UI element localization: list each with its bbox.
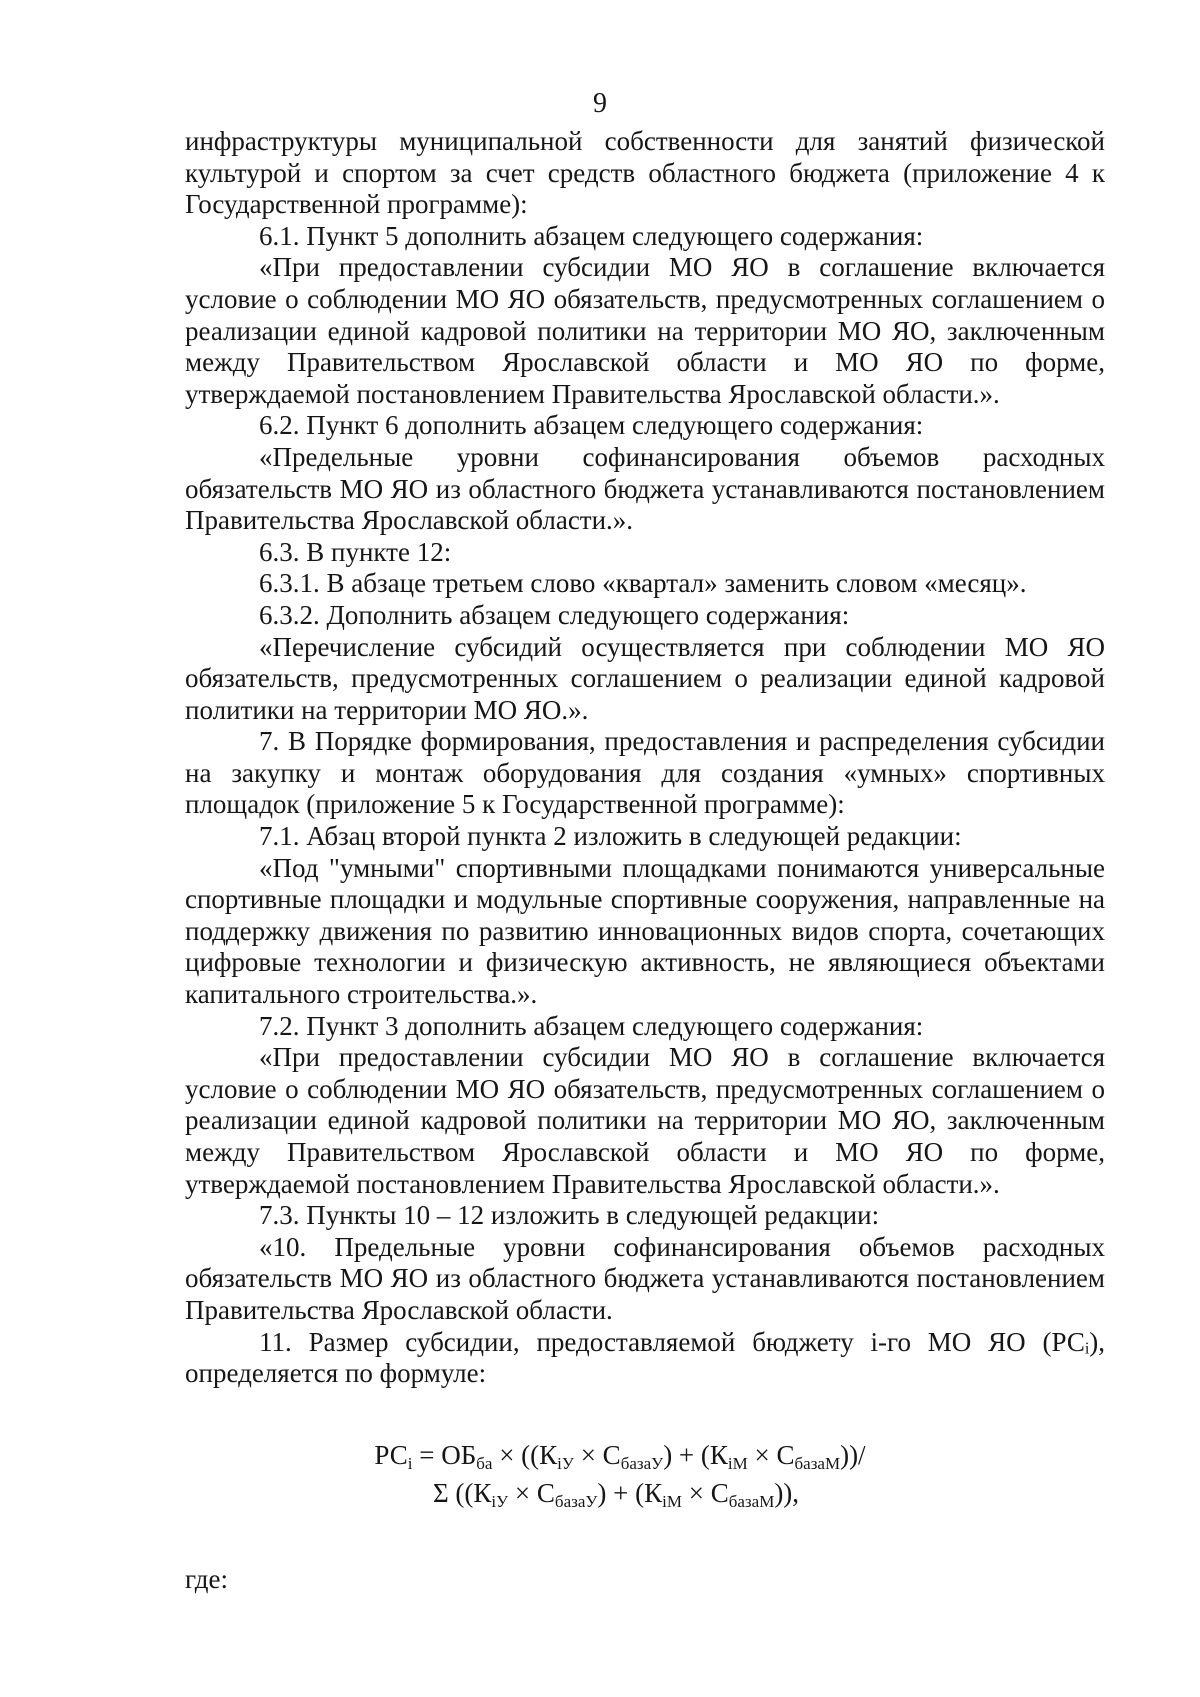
where-label: где: [185, 1564, 228, 1594]
paragraph: 7.1. Абзац второй пункта 2 изложить в следующей редакции: [259, 821, 962, 852]
formula-line-2: Σ $((К_{iУ} \times С_{базаУ}) + (К_{iМ} \times С_{базаМ}))$, [432, 1478, 800, 1511]
paragraph: «При предоставлении субсидии МО ЯО в соглашение включается условие о соблюдении МО ЯО обязательств, предусмотренных соглашением о реализации единой кадровой политики на территории МО ЯО, заключенным между Правительством Ярославской области и МО ЯО по форме, утверждаемой постановлением Правительства Ярославской области.». [185, 1042, 1105, 1199]
document-body [185, 126, 1105, 1390]
paragraph: 6.3.2. Дополнить абзацем следующего содержания: [259, 599, 850, 630]
paragraph: 7. В Порядке формирования, предоставления и распределения субсидии на закупку и монтаж оборудования для создания «умных» спортивных площадок (приложение 5 к Государственной программе): [185, 726, 1105, 820]
paragraph: 6.3.1. В абзаце третьем слово «квартал» заменить словом «месяц». [259, 568, 1027, 599]
paragraph: «Перечисление субсидий осуществляется при соблюдении МО ЯО обязательств, предусмотренных соглашением о реализации единой кадровой политики на территории МО ЯО.». [185, 631, 1105, 725]
formula-line-1: $РС_i = ОБ_{ба} \times ((К_{iУ} \times С_{базаУ}) + (К_{iМ} \times С_{базаМ}))/$ [374, 1440, 866, 1473]
paragraph: «При предоставлении субсидии МО ЯО в соглашение включается условие о соблюдении МО ЯО обязательств, предусмотренных соглашением о реализации единой кадровой политики на территории МО ЯО, заключенным между Правительством Ярославской области и МО ЯО по форме, утверждаемой постановлением Правительства Ярославской области.». [185, 252, 1105, 409]
paragraph: 7.2. Пункт 3 дополнить абзацем следующего содержания: [259, 1010, 924, 1041]
paragraph: 7.3. Пункты 10 – 12 изложить в следующей редакции: [259, 1200, 880, 1231]
paragraph: «Под "умными" спортивными площадками понимаются универсальные спортивные площадки и модульные спортивные сооружения, направленные на поддержку движения по развитию инновационных видов спорта, сочетающих цифровые технологии и физическую активность, не являющиеся объектами капитального строительства.». [185, 852, 1105, 1010]
paragraph: «Предельные уровни софинансирования объемов расходных обязательств МО ЯО из областного бюджета устанавливаются постановлением Правительства Ярославской области.». [185, 441, 1105, 536]
paragraph: 6.2. Пункт 6 дополнить абзацем следующего содержания: [259, 410, 924, 441]
paragraph: 11. Размер субсидии, предоставляемой бюджету i-го МО ЯО (РСᵢ), определяется по формуле: [185, 1326, 1105, 1389]
paragraph: инфраструктуры муниципальной собственности для занятий физической культурой и спортом за счет средств областного бюджета (приложение 4 к Государственной программе): [185, 126, 1105, 220]
page-number: 9 [593, 88, 607, 119]
paragraph: «10. Предельные уровни софинансирования объемов расходных обязательств МО ЯО из областного бюджета устанавливаются постановлением Правительства Ярославской области. [185, 1231, 1105, 1325]
paragraph: 6.1. Пункт 5 дополнить абзацем следующего содержания: [259, 220, 924, 251]
paragraph: 6.3. В пункте 12: [259, 536, 452, 567]
